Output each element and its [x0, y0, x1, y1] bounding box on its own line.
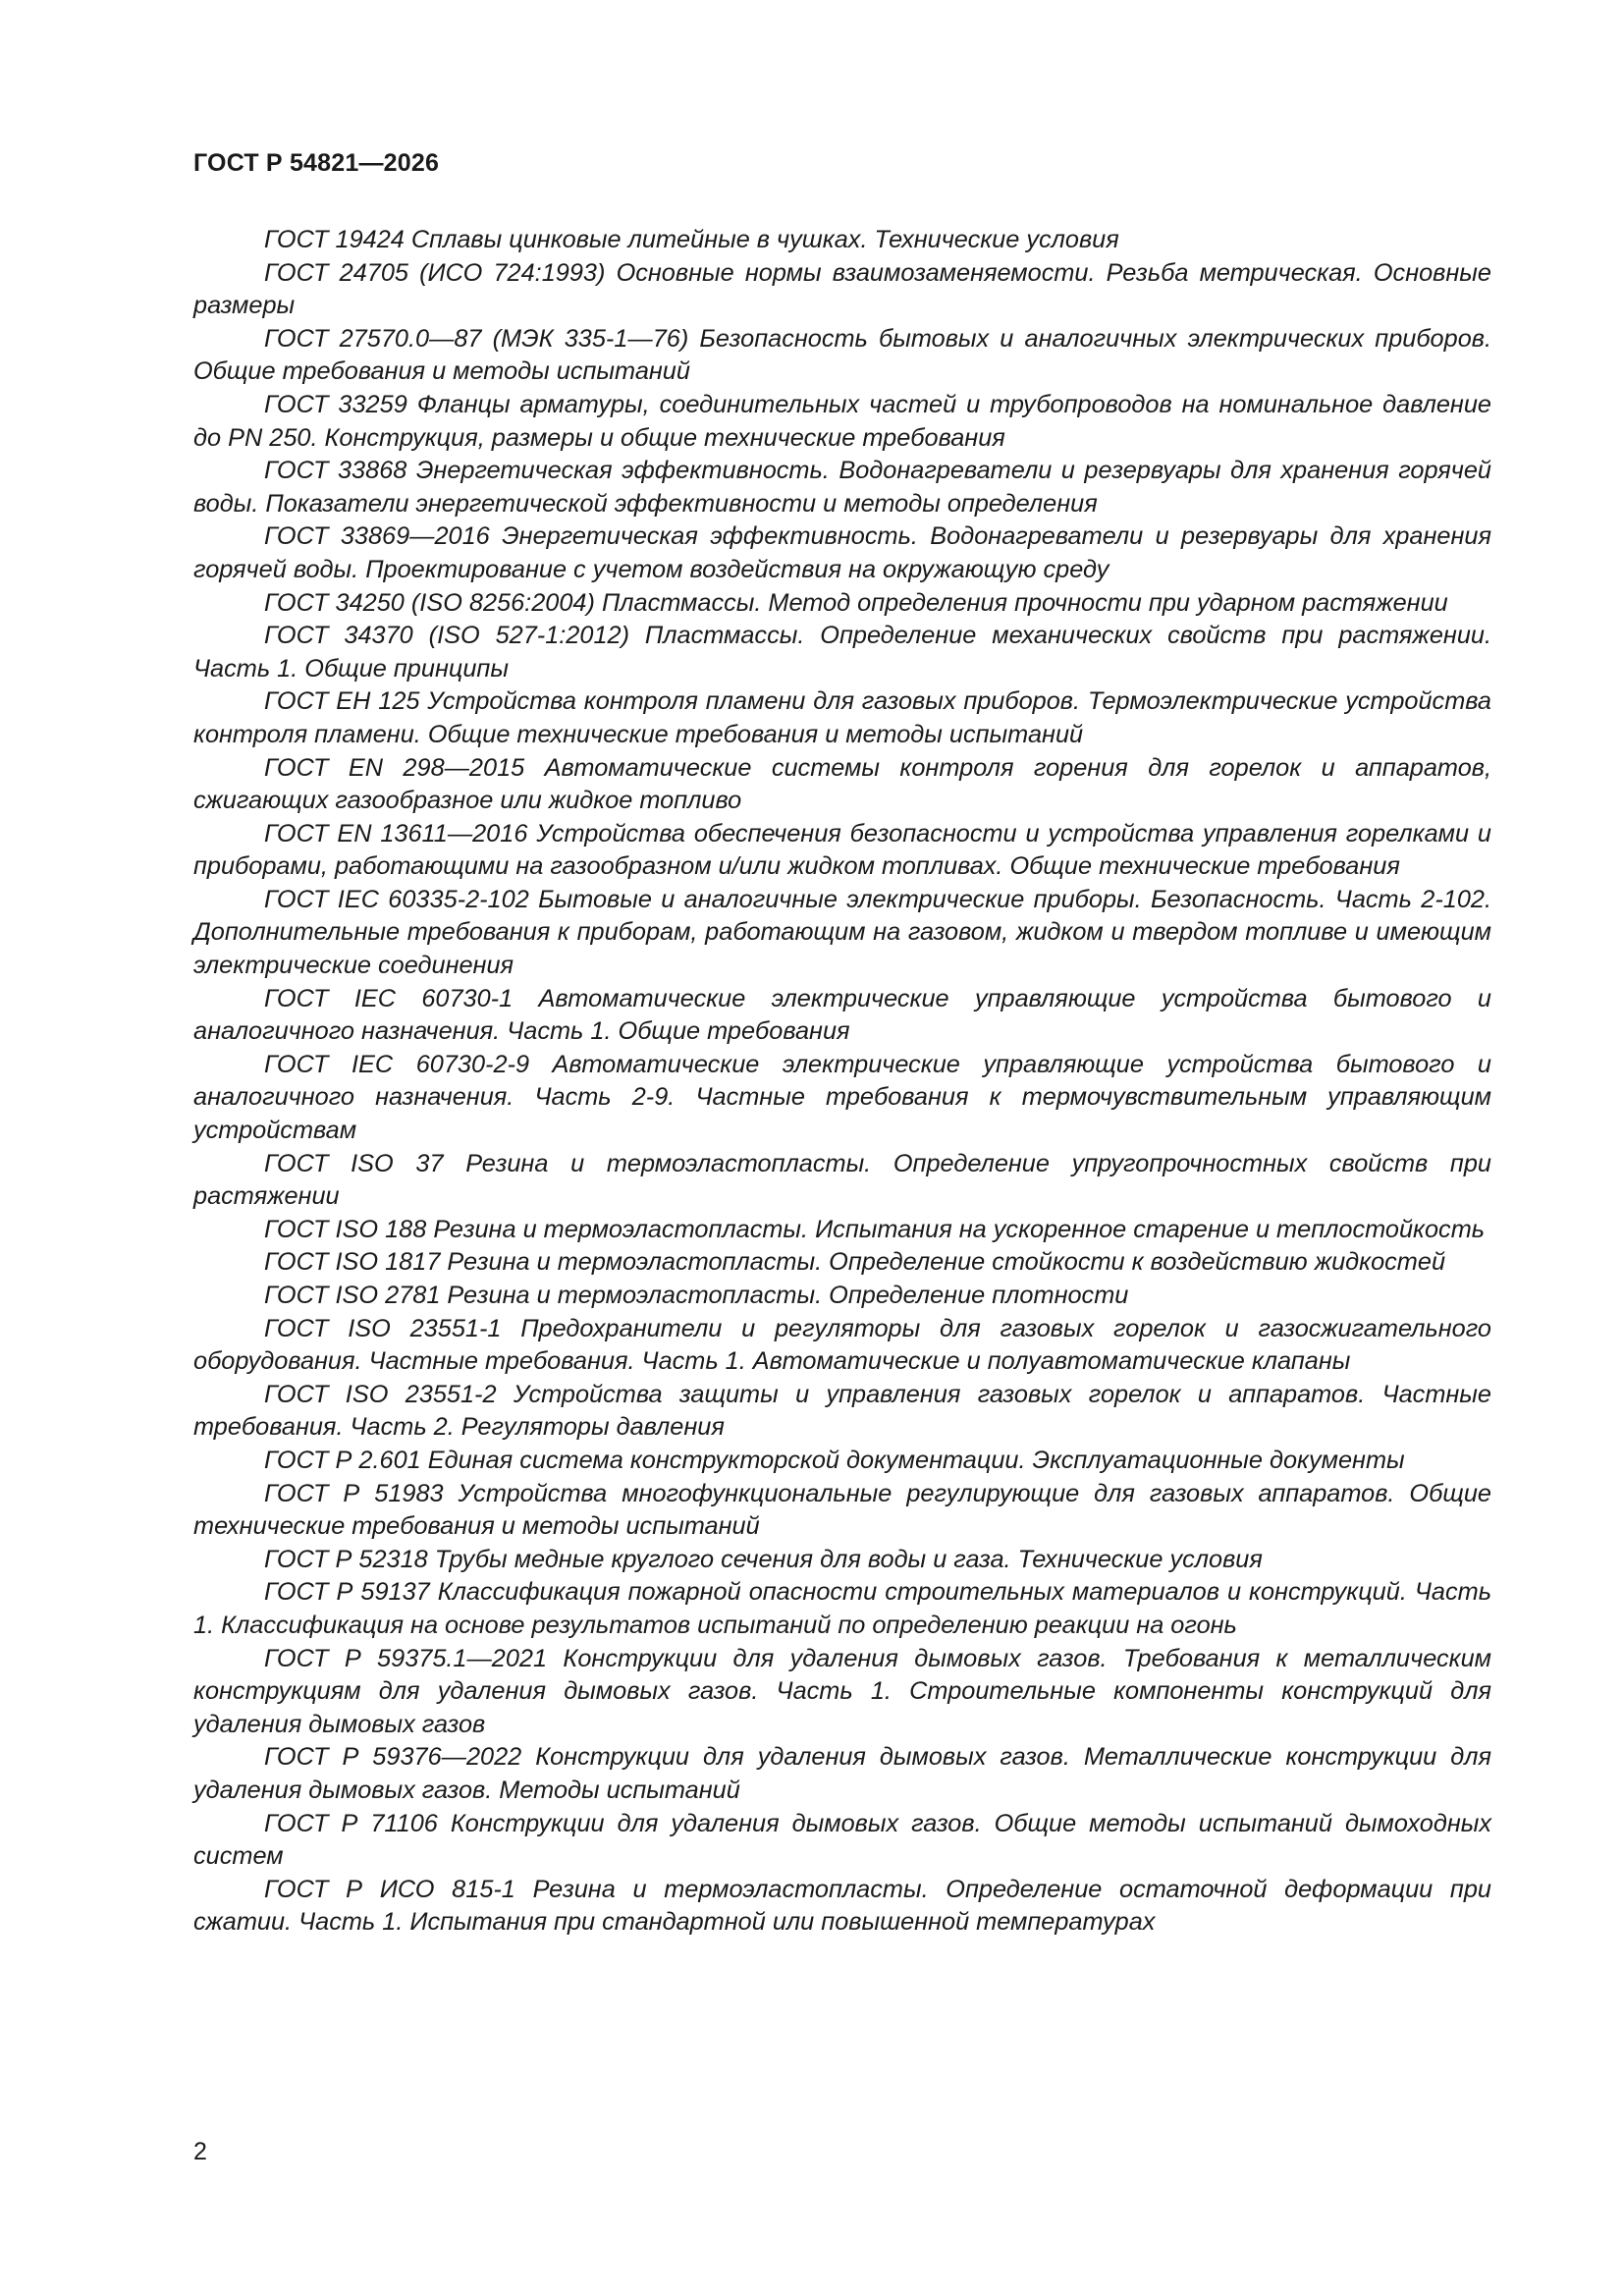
reference-item: ГОСТ Р 71106 Конструкции для удаления дымовых газов. Общие методы испытаний дымоходных систем	[193, 1809, 1491, 1871]
reference-item: ГОСТ Р 59375.1—2021 Конструкции для удаления дымовых газов. Требования к металлическим конструкциям для удаления дымовых газов. Часть 1. Строительные компоненты конструкций для удаления дымовых газов	[193, 1644, 1491, 1738]
reference-item: ГОСТ ISO 37 Резина и термоэластопласты. Определение упругопрочностных свойств при растяжении	[193, 1149, 1491, 1211]
reference-item: ГОСТ Р 59376—2022 Конструкции для удаления дымовых газов. Металлические конструкции для удаления дымовых газов. Методы испытаний	[193, 1743, 1491, 1804]
reference-item: ГОСТ IEC 60335-2-102 Бытовые и аналогичные электрические приборы. Безопасность. Часть 2-102. Дополнительные требования к приборам, работающим на газовом, жидком и твердом топливе и имеющим электрические соединения	[193, 885, 1491, 980]
reference-item: ГОСТ EN 13611—2016 Устройства обеспечения безопасности и устройства управления горелками и приборами, работающими на газообразном и/или жидком топливах. Общие технические требования	[193, 819, 1491, 881]
reference-item: ГОСТ 33869—2016 Энергетическая эффективность. Водонагреватели и резервуары для хранения горячей воды. Проектирование с учетом воздействия на окружающую среду	[193, 522, 1491, 583]
reference-item: ГОСТ 34250 (ISO 8256:2004) Пластмассы. Метод определения прочности при ударном растяжении	[264, 588, 1448, 617]
reference-item: ГОСТ Р 52318 Трубы медные круглого сечения для воды и газа. Технические условия	[264, 1545, 1263, 1573]
reference-item: ГОСТ 24705 (ИСО 724:1993) Основные нормы взаимозаменяемости. Резьба метрическая. Основные размеры	[193, 258, 1491, 320]
reference-item: ГОСТ 33259 Фланцы арматуры, соединительных частей и трубопроводов на номинальное давление до PN 250. Конструкция, размеры и общие технические требования	[193, 390, 1491, 452]
reference-item: ГОСТ 19424 Сплавы цинковые литейные в чушках. Технические условия	[264, 226, 1119, 253]
reference-item: ГОСТ ISO 23551-1 Предохранители и регуляторы для газовых горелок и газосжигательного оборудования. Частные требования. Часть 1. Автоматические и полуавтоматические клапаны	[193, 1314, 1491, 1376]
reference-item: ГОСТ IEC 60730-1 Автоматические электрические управляющие устройства бытового и аналогичного назначения. Часть 1. Общие требования	[193, 984, 1491, 1046]
reference-item: ГОСТ 34370 (ISO 527-1:2012) Пластмассы. Определение механических свойств при растяжении. Часть 1. Общие принципы	[193, 622, 1491, 683]
reference-item: ГОСТ Р 51983 Устройства многофункциональные регулирующие для газовых аппаратов. Общие технические требования и методы испытаний	[193, 1479, 1491, 1541]
reference-item: ГОСТ ЕН 125 Устройства контроля пламени для газовых приборов. Термоэлектрические устройства контроля пламени. Общие технические требования и методы испытаний	[193, 687, 1491, 748]
reference-item: ГОСТ Р ИСО 815-1 Резина и термоэластопласты. Определение остаточной деформации при сжатии. Часть 1. Испытания при стандартной или повышенной температурах	[193, 1875, 1491, 1937]
reference-item: ГОСТ Р 2.601 Единая система конструкторской документации. Эксплуатационные документы	[264, 1446, 1405, 1474]
document-header-standard-id: ГОСТ Р 54821—2026	[193, 149, 440, 177]
references-list	[193, 224, 1491, 1940]
reference-item: ГОСТ Р 59137 Классификация пожарной опасности строительных материалов и конструкций. Часть 1. Классификация на основе результатов испытаний по определению реакции на огонь	[193, 1578, 1491, 1639]
reference-item: ГОСТ EN 298—2015 Автоматические системы контроля горения для горелок и аппаратов, сжигающих газообразное или жидкое топливо	[193, 753, 1491, 815]
reference-item: ГОСТ IEC 60730-2-9 Автоматические электрические управляющие устройства бытового и аналогичного назначения. Часть 2-9. Частные требования к термочувствительным управляющим устройствам	[193, 1050, 1491, 1145]
reference-item: ГОСТ ISO 23551-2 Устройства защиты и управления газовых горелок и аппаратов. Частные требования. Часть 2. Регуляторы давления	[193, 1380, 1491, 1442]
reference-item: ГОСТ 27570.0—87 (МЭК 335-1—76) Безопасность бытовых и аналогичных электрических приборов. Общие требования и методы испытаний	[193, 324, 1491, 386]
reference-item: ГОСТ ISO 188 Резина и термоэластопласты. Испытания на ускоренное старение и теплостойкость	[264, 1215, 1486, 1243]
page-number: 2	[193, 2138, 207, 2165]
reference-item: ГОСТ ISO 1817 Резина и термоэластопласты. Определение стойкости к воздействию жидкостей	[264, 1248, 1446, 1277]
reference-item: ГОСТ ISO 2781 Резина и термоэластопласты. Определение плотности	[264, 1282, 1129, 1309]
reference-item: ГОСТ 33868 Энергетическая эффективность. Водонагреватели и резервуары для хранения горячей воды. Показатели энергетической эффективности и методы определения	[193, 457, 1491, 518]
